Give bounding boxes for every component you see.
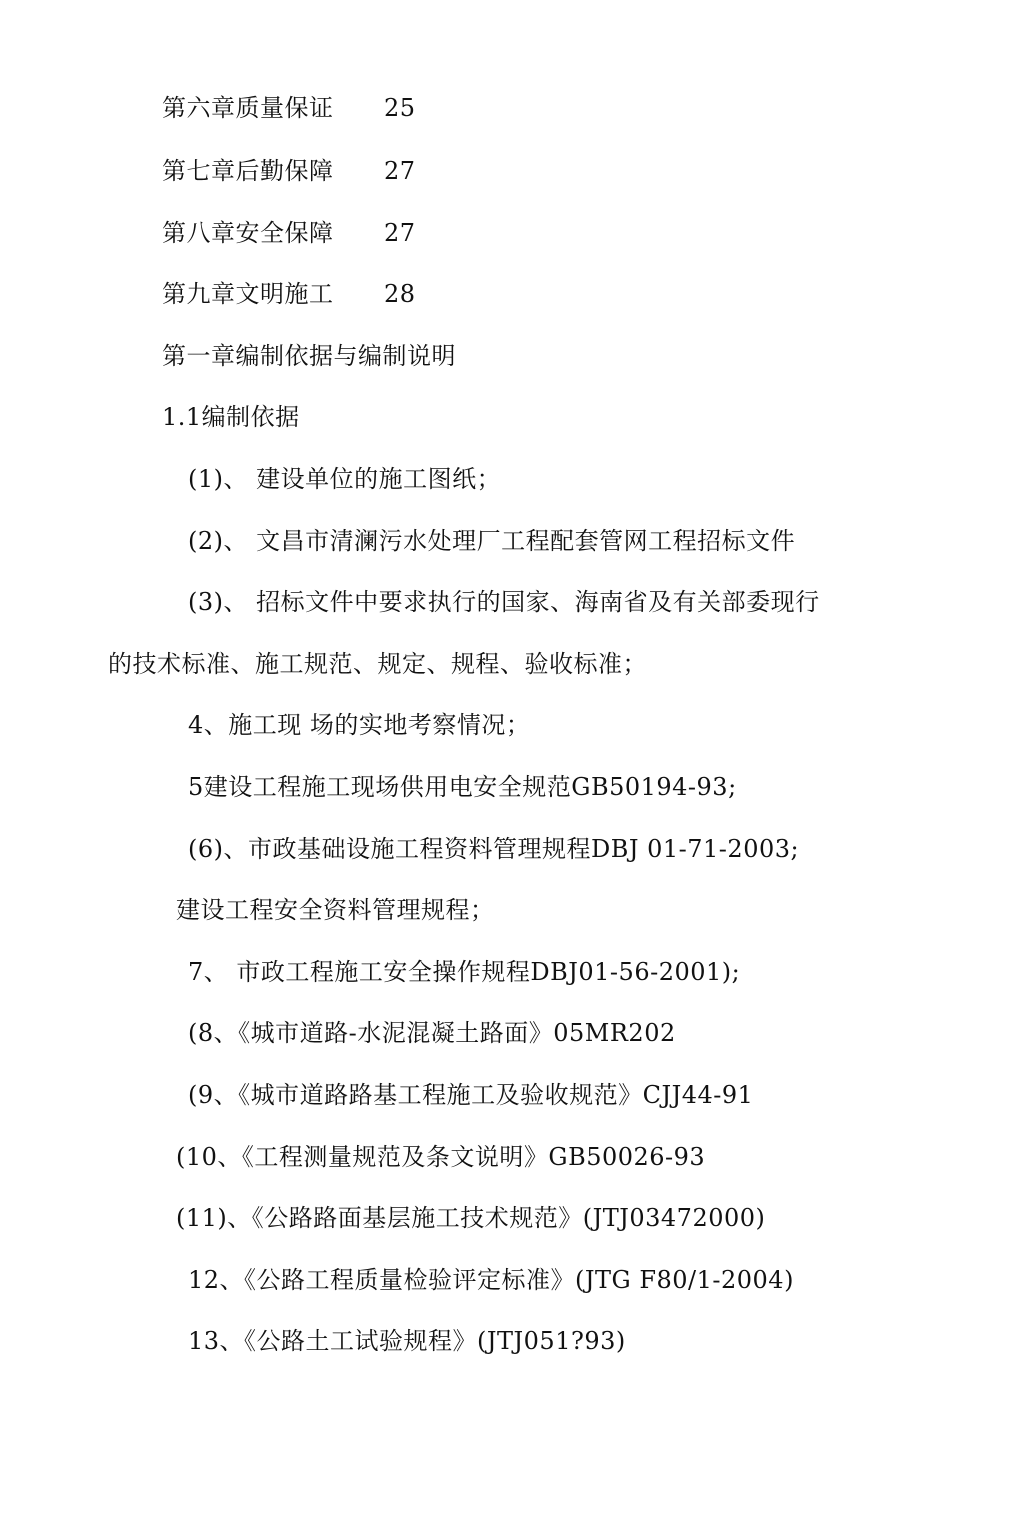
list-item: (6)、市政基础设施工程资料管理规程DBJ 01-71-2003;	[188, 835, 800, 863]
chapter-heading: 第一章编制依据与编制说明	[162, 342, 456, 370]
list-item: (8、《城市道路-水泥混凝土路面》05MR202	[188, 1019, 676, 1047]
toc-entry-page: 27	[384, 157, 416, 185]
list-item: (9、《城市道路路基工程施工及验收规范》CJJ44-91	[188, 1081, 754, 1109]
list-item: (2)、 文昌市清澜污水处理厂工程配套管网工程招标文件	[188, 527, 796, 555]
toc-entry-page: 27	[384, 219, 416, 247]
toc-entry-title: 第八章安全保障	[162, 219, 334, 247]
toc-entry-title: 第七章后勤保障	[162, 157, 334, 185]
toc-entry	[162, 218, 416, 248]
list-item: 7、 市政工程施工安全操作规程DBJ01-56-2001);	[188, 958, 741, 986]
list-item: 13、《公路土工试验规程》(JTJ051?93)	[188, 1327, 626, 1355]
list-item: 12、《公路工程质量检验评定标准》(JTG F80/1-2004)	[188, 1266, 794, 1294]
list-item: (10、《工程测量规范及条文说明》GB50026-93	[176, 1143, 706, 1171]
list-item: 建设工程安全资料管理规程；	[176, 896, 495, 924]
list-item-continuation: 的技术标准、施工规范、规定、规程、验收标准；	[108, 650, 647, 678]
toc-entry	[162, 279, 416, 309]
toc-entry-page: 25	[384, 94, 416, 122]
toc-entry	[162, 93, 416, 123]
toc-entry	[162, 156, 416, 186]
toc-entry-title: 第六章质量保证	[162, 94, 334, 122]
list-item: (1)、 建设单位的施工图纸；	[188, 465, 502, 493]
section-heading: 1.1编制依据	[162, 403, 300, 431]
toc-entry-page: 28	[384, 280, 416, 308]
toc-entry-title: 第九章文明施工	[162, 280, 334, 308]
list-item: (11)、《公路路面基层施工技术规范》(JTJ03472000)	[176, 1204, 766, 1232]
list-item: 4、施工现 场的实地考察情况；	[188, 711, 531, 739]
list-item: (3)、 招标文件中要求执行的国家、海南省及有关部委现行	[188, 588, 820, 616]
list-item: 5建设工程施工现场供用电安全规范GB50194-93;	[188, 773, 737, 801]
